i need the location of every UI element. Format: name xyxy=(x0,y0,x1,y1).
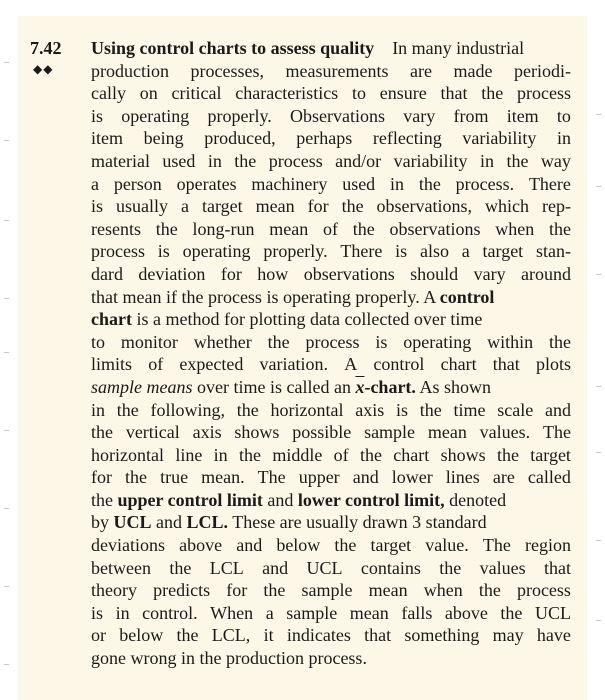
margin-tick xyxy=(596,114,601,115)
text-line: between the LCL and UCL contains the values that xyxy=(91,557,571,578)
text-line: is operating properly. Observations vary from item to xyxy=(91,105,571,126)
margin-tick xyxy=(596,540,601,541)
term-control-chart: chart xyxy=(91,309,132,330)
term-upper-control-limit: upper control limit xyxy=(117,489,263,510)
margin-tick xyxy=(596,186,601,187)
text-line: limits of expected variation. A control chart that plots xyxy=(91,354,571,375)
text-line: by UCL and LCL. These are usually drawn 3 standard xyxy=(91,512,487,533)
term-x-chart: -chart. xyxy=(364,376,416,397)
text-line: item being produced, perhaps reflecting variability in xyxy=(91,128,571,149)
margin-tick xyxy=(4,586,9,587)
problem-number: 7.42 xyxy=(30,38,62,58)
margin-tick xyxy=(4,220,9,221)
text-line: or below the LCL, it indicates that something may have xyxy=(91,625,571,646)
text-line: is in control. When a sample mean falls above the UCL xyxy=(91,602,571,623)
text-line: horizontal line in the middle of the chart shows the target xyxy=(91,444,571,465)
text-line: in the following, the horizontal axis is the time scale and xyxy=(91,399,571,420)
margin-tick xyxy=(4,62,9,63)
margin-tick xyxy=(4,298,9,299)
term-lower-control-limit: lower control limit, xyxy=(297,489,445,510)
margin-tick xyxy=(4,140,9,141)
margin-tick xyxy=(4,664,9,665)
difficulty-diamonds-icon: ◆◆ xyxy=(33,62,54,76)
text-line: deviations above and below the target value. The region xyxy=(91,535,571,556)
text-line: a person operates machinery used in the process. There xyxy=(91,173,571,194)
text-line: production processes, measurements are made periodi- xyxy=(91,60,571,81)
text-line: the vertical axis shows possible sample mean values. The xyxy=(91,422,571,443)
text-line: the upper control limit and lower control limit, denoted xyxy=(91,489,507,510)
margin-tick xyxy=(4,508,9,509)
text-line: that mean if the process is operating properly. A control xyxy=(91,286,495,307)
margin-tick xyxy=(596,620,601,621)
x-bar-symbol: $\overline{x}$ xyxy=(355,376,365,397)
text-line: Using control charts to assess quality In many industrial xyxy=(91,38,525,58)
margin-tick xyxy=(4,430,9,431)
exercise-body xyxy=(91,37,571,670)
text-line: to monitor whether the process is operating within the xyxy=(91,331,571,352)
text-line: is usually a target mean for the observations, which rep- xyxy=(91,196,571,217)
term-ucl: UCL xyxy=(113,512,152,533)
margin-tick xyxy=(596,274,601,275)
exercise-title: Using control charts to assess quality xyxy=(91,38,375,58)
margin-tick xyxy=(596,452,601,453)
text-line: process is operating properly. There is also a target stan- xyxy=(91,241,571,262)
margin-tick xyxy=(596,386,601,387)
text-line: for the true mean. The upper and lower lines are called xyxy=(91,467,571,488)
text-line: sample means over time is called an $\overline{x}$-chart. As shown xyxy=(91,376,491,397)
margin-tick xyxy=(4,352,9,353)
text-line: theory predicts for the sample mean when the process xyxy=(91,580,571,601)
text-line: material used in the process and/or variability in the way xyxy=(91,150,571,171)
text-line: cally on critical characteristics to ensure that the process xyxy=(91,83,571,104)
text-line: resents the long-run mean of the observations when the xyxy=(91,218,571,239)
text-line: chart is a method for plotting data collected over time xyxy=(91,309,483,330)
term-lcl: LCL. xyxy=(186,512,229,533)
text-line: gone wrong in the production process. xyxy=(91,648,367,669)
term-sample-means: sample means xyxy=(91,376,193,397)
term-control-chart: control xyxy=(439,286,495,307)
text-line: dard deviation for how observations should vary around xyxy=(91,263,571,284)
